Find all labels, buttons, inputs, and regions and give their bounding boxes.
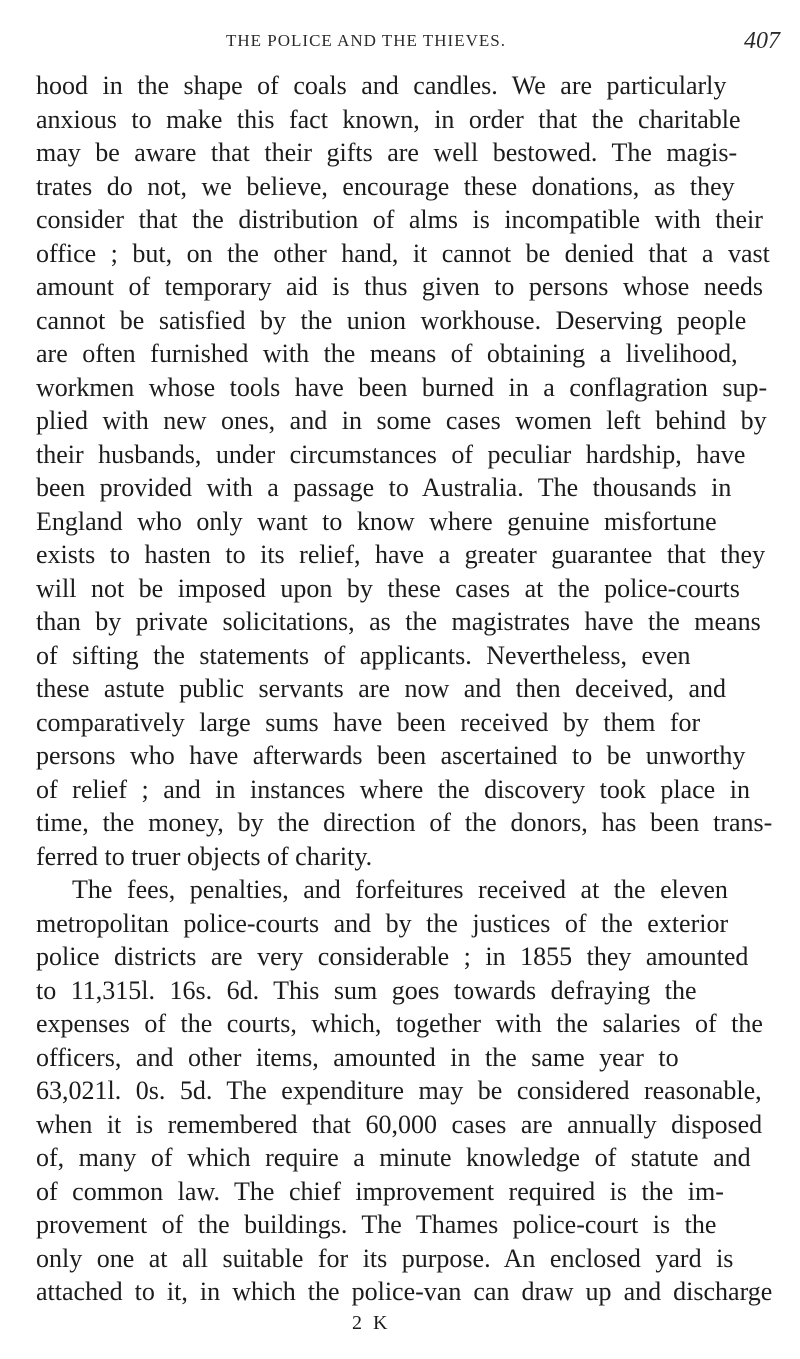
page-number: 407 bbox=[744, 28, 780, 54]
text-line: of common law. The chief improvement required is the im- bbox=[36, 1177, 724, 1206]
text-line: than by private solicitations, as the magistrates have the means bbox=[36, 607, 761, 636]
text-line: of relief ; and in instances where the discovery took place in bbox=[36, 775, 750, 804]
text-line: provement of the buildings. The Thames police-court is the bbox=[36, 1210, 717, 1239]
text-line: England who only want to know where genuine misfortune bbox=[36, 507, 717, 536]
text-line: comparatively large sums have been received by them for bbox=[36, 708, 701, 737]
text-line: been provided with a passage to Australia. The thousands in bbox=[36, 473, 732, 502]
text-line: when it is remembered that 60,000 cases are annually disposed bbox=[36, 1110, 763, 1139]
text-line: persons who have afterwards been ascertained to be unworthy bbox=[36, 741, 746, 770]
text-line: their husbands, under circumstances of peculiar hardship, have bbox=[36, 440, 746, 469]
text-line: 63,021l. 0s. 5d. The expenditure may be considered reasonable, bbox=[36, 1076, 762, 1105]
text-line: office ; but, on the other hand, it cannot be denied that a vast bbox=[36, 239, 770, 268]
text-line: The fees, penalties, and forfeitures received at the eleven bbox=[72, 875, 728, 904]
text-line: consider that the distribution of alms is incompatible with their bbox=[36, 205, 763, 234]
text-line: exists to hasten to its relief, have a greater guarantee that they bbox=[36, 540, 766, 569]
text-line: anxious to make this fact known, in order that the charitable bbox=[36, 105, 741, 134]
text-line: will not be imposed upon by these cases at the police-courts bbox=[36, 574, 740, 603]
text-line: trates do not, we believe, encourage these donations, as they bbox=[36, 172, 735, 201]
text-line: to 11,315l. 16s. 6d. This sum goes towards defraying the bbox=[36, 976, 697, 1005]
text-line: expenses of the courts, which, together with the salaries of the bbox=[36, 1009, 763, 1038]
text-line: amount of temporary aid is thus given to persons whose needs bbox=[36, 272, 763, 301]
text-line: these astute public servants are now and then deceived, and bbox=[36, 674, 726, 703]
text-line: ferred to truer objects of charity. bbox=[36, 842, 373, 871]
text-line: workmen whose tools have been burned in a conflagration sup- bbox=[36, 373, 768, 402]
text-line: attached to it, in which the police-van can draw up and discharge bbox=[36, 1277, 773, 1306]
text-line: police districts are very considerable ; in 1855 they amounted bbox=[36, 942, 749, 971]
text-line: hood in the shape of coals and candles. We are particularly bbox=[36, 71, 727, 100]
text-line: only one at all suitable for its purpose. An enclosed yard is bbox=[36, 1244, 734, 1273]
text-line: plied with new ones, and in some cases women left behind by bbox=[36, 406, 767, 435]
text-line: cannot be satisfied by the union workhouse. Deserving people bbox=[36, 306, 747, 335]
running-title: THE POLICE AND THE THIEVES. bbox=[226, 31, 506, 50]
text-line: officers, and other items, amounted in the same year to bbox=[36, 1043, 679, 1072]
text-line: time, the money, by the direction of the donors, has been trans- bbox=[36, 808, 773, 837]
signature-mark: 2 K bbox=[352, 1312, 391, 1334]
text-line: may be aware that their gifts are well bestowed. The magis- bbox=[36, 138, 738, 167]
text-line: metropolitan police-courts and by the justices of the exterior bbox=[36, 909, 729, 938]
text-line: are often furnished with the means of obtaining a livelihood, bbox=[36, 339, 738, 368]
text-line: of, many of which require a minute knowledge of statute and bbox=[36, 1143, 751, 1172]
running-head bbox=[0, 28, 800, 58]
text-line: of sifting the statements of applicants. Nevertheless, even bbox=[36, 641, 691, 670]
